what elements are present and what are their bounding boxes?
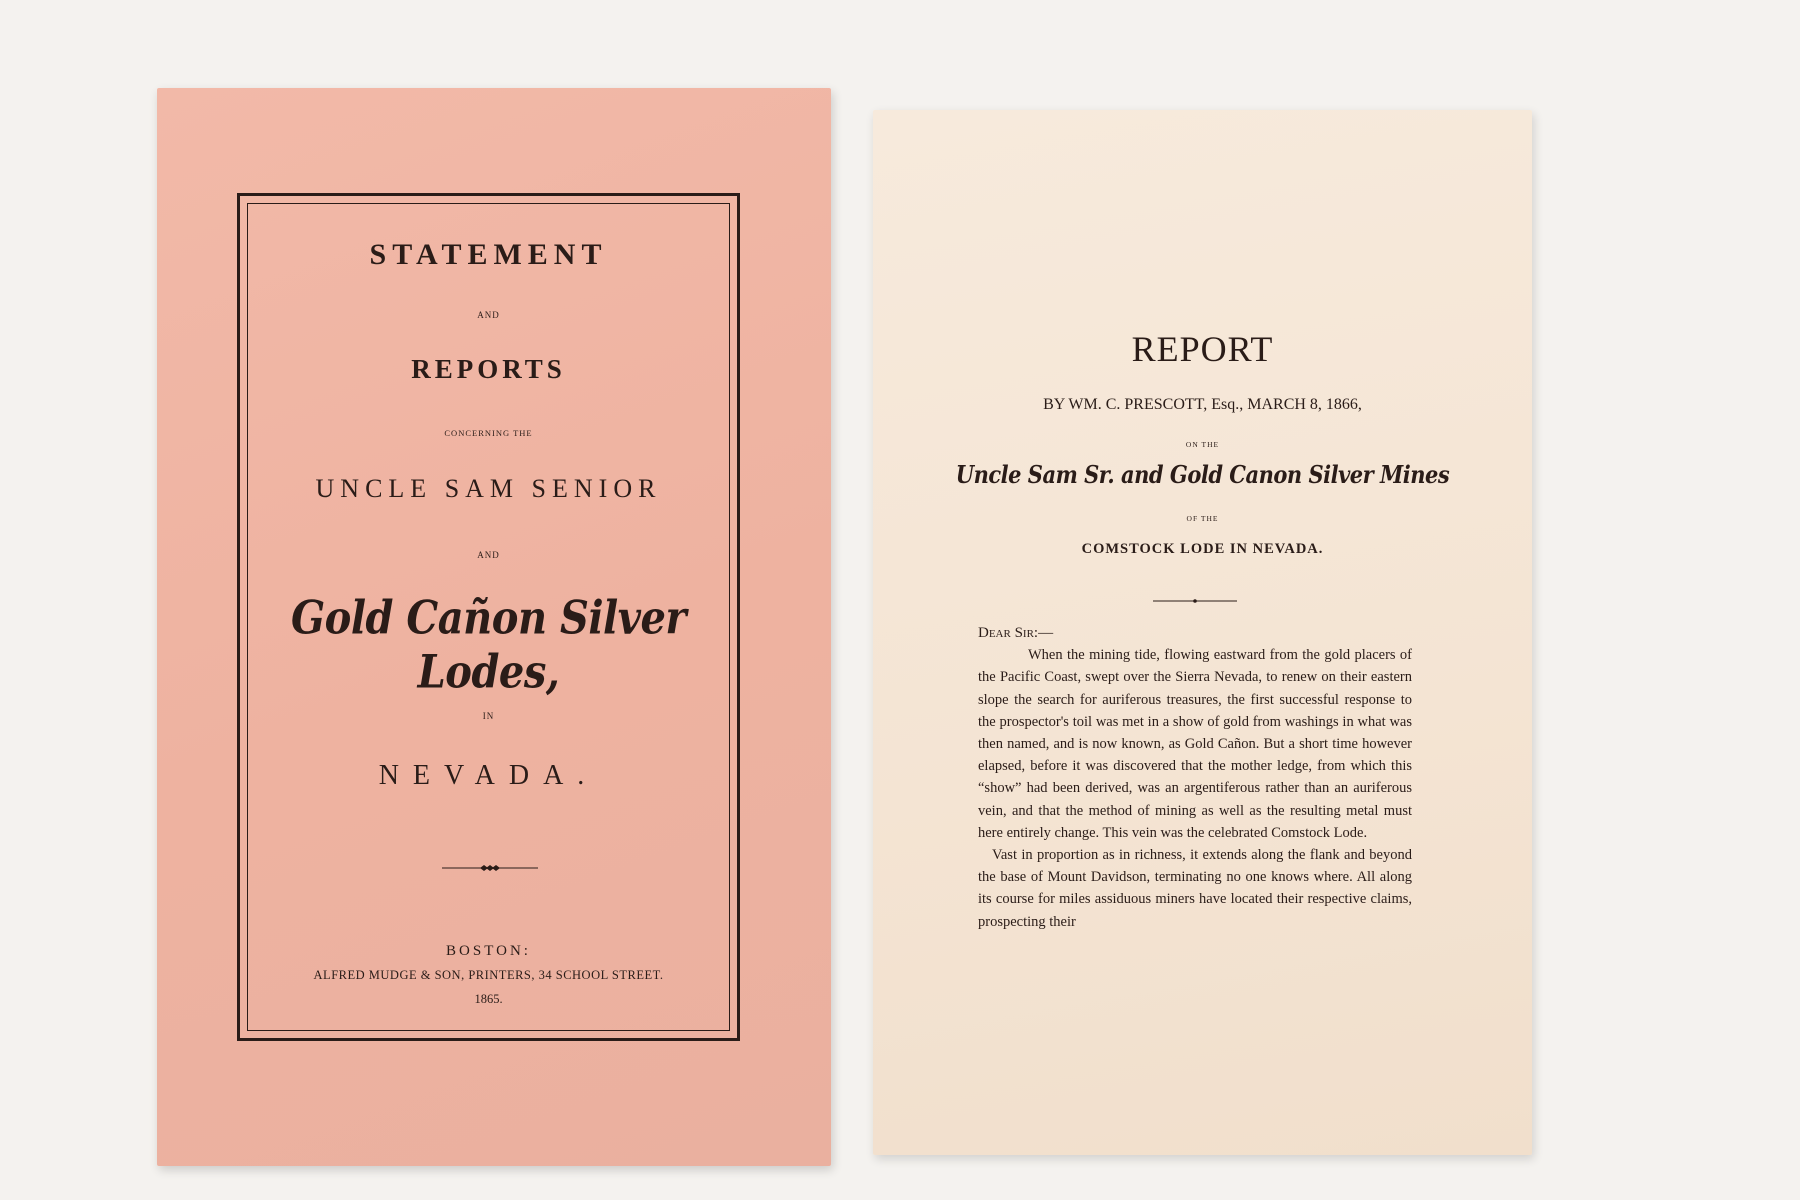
- report-body: [978, 622, 1412, 933]
- cover-printer: ALFRED MUDGE & SON, PRINTERS, 34 SCHOOL STREET.: [313, 968, 664, 982]
- cover-and-1: AND: [477, 310, 500, 320]
- cover-mine-2: Gold Cañon Silver Lodes,: [291, 590, 686, 700]
- cover-year: 1865.: [474, 992, 503, 1006]
- report-paragraph-2: Vast in proportion as in richness, it extends along the flank and beyond the base of Mount Davidson, terminating no one knows where. All along its course for miles assiduous miners have located their respective claims, prospecting their: [978, 847, 1412, 930]
- report-byline: BY WM. C. PRESCOTT, Esq., MARCH 8, 1866,: [1043, 396, 1362, 413]
- report-divider-rule: [1153, 597, 1237, 605]
- cover-title: STATEMENT: [369, 238, 608, 271]
- report-title: REPORT: [1131, 329, 1274, 369]
- report-on-the: ON THE: [1185, 440, 1220, 449]
- cover-subtitle: REPORTS: [411, 354, 566, 384]
- cover-mine-1: UNCLE SAM SENIOR: [315, 474, 662, 503]
- left-pamphlet-cover: [157, 88, 831, 1166]
- report-of-the: OF THE: [1186, 514, 1219, 523]
- right-pamphlet-page: [873, 110, 1532, 1155]
- cover-state: NEVADA.: [378, 760, 599, 791]
- cover-concerning: CONCERNING THE: [444, 428, 533, 438]
- cover-in: IN: [482, 711, 495, 721]
- cover-and-2: AND: [477, 550, 500, 560]
- cover-ornament-rule: [442, 863, 538, 873]
- report-location: COMSTOCK LODE IN NEVADA.: [1081, 541, 1324, 557]
- report-mines: Uncle Sam Sr. and Gold Canon Silver Mines: [955, 460, 1450, 489]
- report-paragraph-1: When the mining tide, flowing eastward from the gold placers of the Pacific Coast, swept over the Sierra Nevada, to renew on their eastern slope the search for auriferous treasures, the first successful response to the prospector's toil was met in a show of gold from washings in what was then named, and is now known, as Gold Cañon. But a short time however elapsed, before it was discovered that the mother ledge, from which this “show” had been derived, was an argentiferous rather than an auriferous vein, and that the method of mining as well as the resulting metal must here entirely change. This vein was the celebrated Comstock Lode.: [978, 647, 1412, 841]
- cover-city: BOSTON:: [446, 943, 531, 959]
- report-salutation: Dear Sir:—: [978, 625, 1054, 641]
